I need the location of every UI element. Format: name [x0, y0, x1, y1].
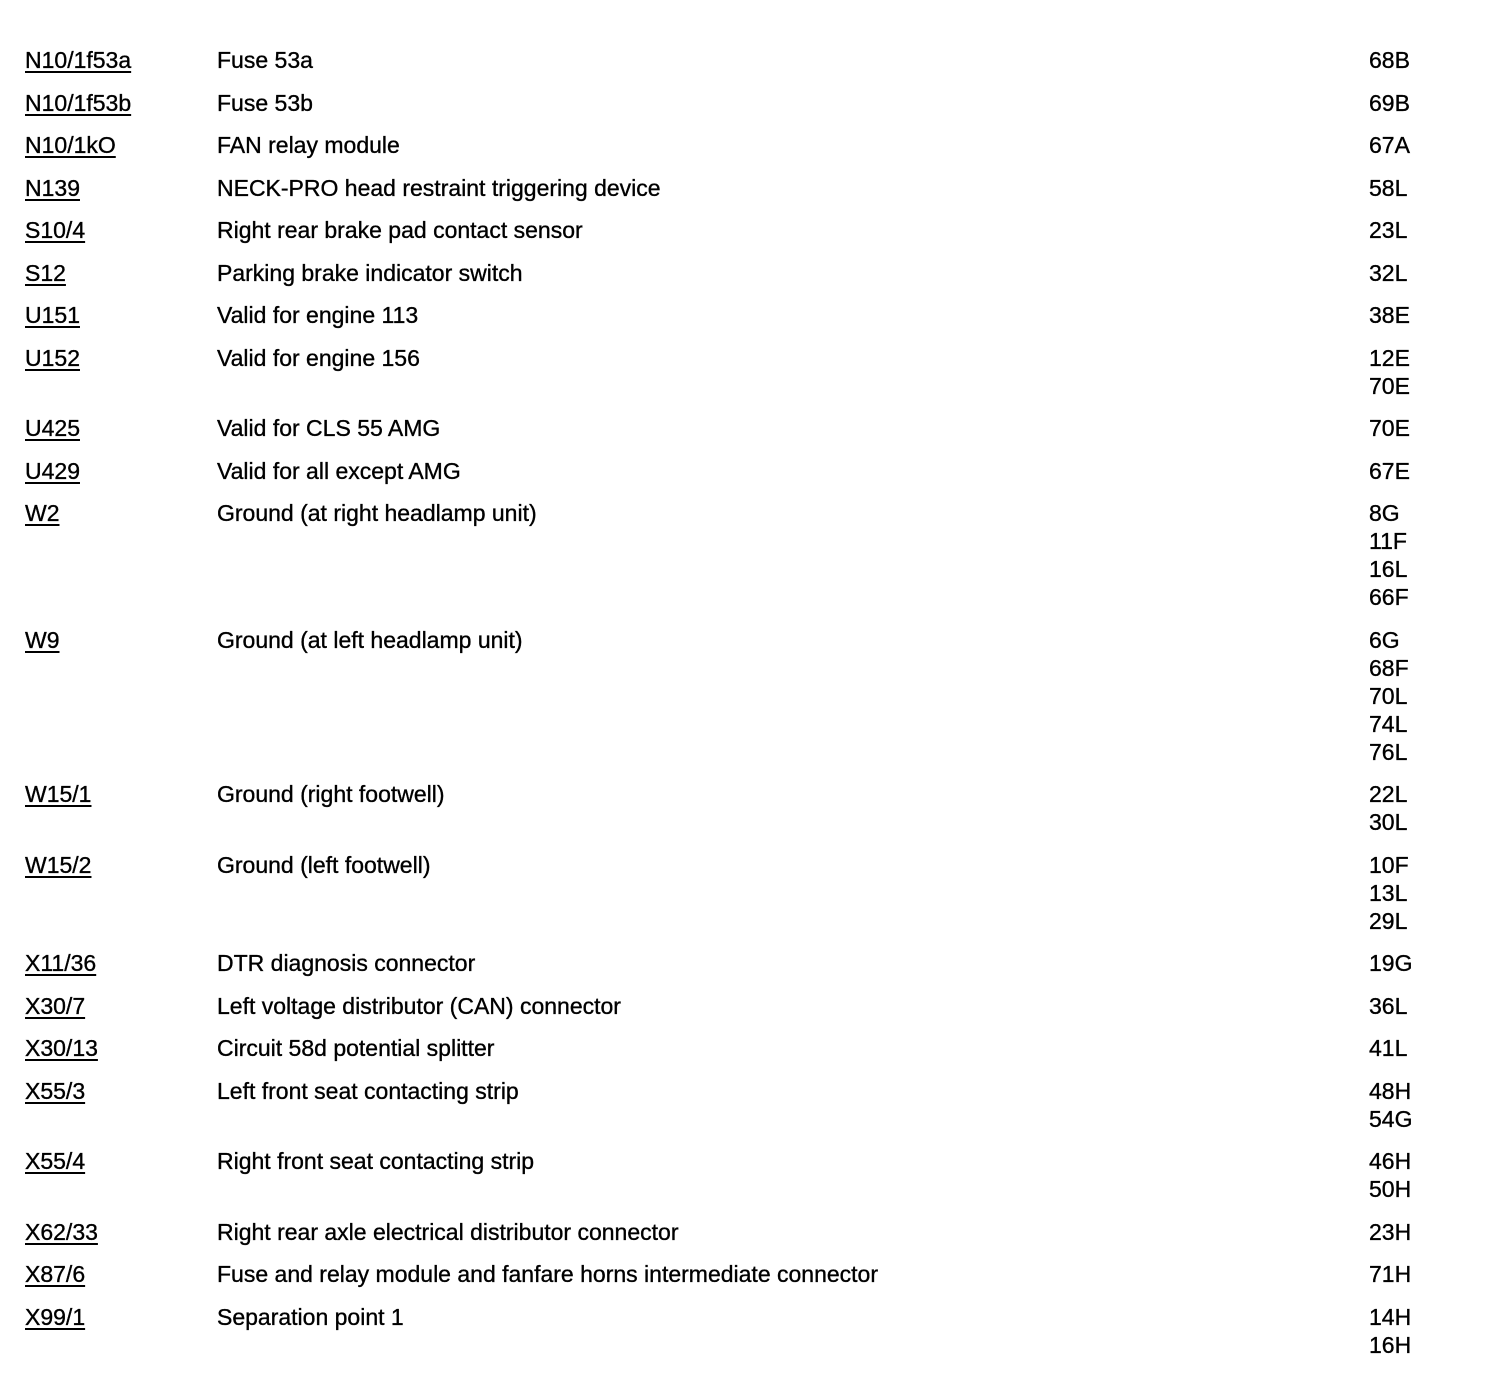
component-row: [25, 1260, 1485, 1288]
grid-reference: 70L: [1369, 682, 1408, 709]
component-row: [25, 259, 1485, 287]
component-row: [25, 174, 1485, 202]
component-description: FAN relay module: [217, 132, 400, 158]
component-grid-refs: [1369, 1260, 1411, 1288]
component-code-link[interactable]: X87/6: [25, 1261, 86, 1287]
component-code-link[interactable]: X30/7: [25, 992, 86, 1019]
component-grid-refs: [1369, 301, 1410, 329]
grid-reference: 58L: [1369, 174, 1408, 201]
component-row: [25, 301, 1485, 329]
grid-reference: 22L: [1369, 781, 1408, 807]
component-row: [25, 851, 1485, 935]
component-code-link[interactable]: U151: [25, 302, 80, 328]
component-description: Ground (left footwell): [217, 851, 431, 878]
component-description: Fuse and relay module and fanfare horns intermediate connector: [217, 1261, 879, 1287]
component-row: [25, 992, 1485, 1020]
component-row: [25, 216, 1485, 244]
component-code-link[interactable]: X62/33: [25, 1218, 98, 1245]
component-description: Ground (at right headlamp unit): [217, 500, 537, 526]
component-grid-refs: [1369, 1077, 1412, 1133]
component-description: Parking brake indicator switch: [217, 259, 523, 286]
component-grid-refs: [1369, 992, 1407, 1020]
grid-reference: 68B: [1369, 47, 1410, 73]
component-grid-refs: [1369, 1147, 1411, 1203]
component-row: [25, 499, 1485, 611]
grid-reference: 11F: [1369, 528, 1407, 554]
grid-reference: 8G: [1369, 500, 1400, 526]
component-grid-refs: [1369, 259, 1407, 287]
component-description: NECK-PRO head restraint triggering device: [217, 174, 661, 201]
component-description: Right rear axle electrical distributor connector: [217, 1218, 679, 1245]
component-description: Left voltage distributor (CAN) connector: [217, 992, 621, 1019]
grid-reference: 29L: [1369, 907, 1408, 934]
grid-reference: 74L: [1369, 710, 1408, 737]
grid-reference: 23H: [1369, 1218, 1412, 1245]
grid-reference: 13L: [1369, 879, 1408, 906]
grid-reference: 14H: [1369, 1303, 1412, 1330]
component-code-link[interactable]: U425: [25, 415, 80, 441]
grid-reference: 32L: [1369, 259, 1408, 286]
grid-reference: 50H: [1369, 1176, 1412, 1202]
component-row: [25, 780, 1485, 836]
component-code-link[interactable]: X11/36: [25, 950, 97, 976]
component-grid-refs: [1369, 1218, 1411, 1246]
component-row: [25, 457, 1485, 485]
grid-reference: 70E: [1369, 415, 1410, 441]
component-description: Fuse 53a: [217, 47, 313, 73]
component-grid-refs: [1369, 780, 1407, 836]
component-code-link[interactable]: W2: [25, 500, 60, 526]
component-row: [25, 1147, 1485, 1203]
component-code-link[interactable]: N139: [25, 174, 80, 201]
component-row: [25, 414, 1485, 442]
component-grid-refs: [1369, 89, 1410, 117]
component-code-link[interactable]: X55/4: [25, 1148, 86, 1174]
component-description: Ground (at left headlamp unit): [217, 626, 523, 653]
grid-reference: 6G: [1369, 626, 1400, 653]
grid-reference: 23L: [1369, 217, 1408, 243]
grid-reference: 48H: [1369, 1077, 1412, 1104]
component-row: [25, 1218, 1485, 1246]
grid-reference: 30L: [1369, 809, 1408, 835]
component-row: [25, 949, 1485, 977]
component-row: [25, 344, 1485, 400]
grid-reference: 16L: [1369, 556, 1408, 582]
component-grid-refs: [1369, 131, 1410, 159]
component-grid-refs: [1369, 949, 1412, 977]
grid-reference: 67A: [1369, 132, 1410, 158]
grid-reference: 71H: [1369, 1261, 1412, 1287]
component-row: [25, 1303, 1485, 1359]
component-code-link[interactable]: N10/1f53a: [25, 47, 132, 73]
component-grid-refs: [1369, 499, 1409, 611]
component-code-link[interactable]: X55/3: [25, 1077, 86, 1104]
component-code-link[interactable]: U429: [25, 457, 80, 484]
grid-reference: 16H: [1369, 1331, 1412, 1358]
component-grid-refs: [1369, 1303, 1411, 1359]
component-code-link[interactable]: U152: [25, 344, 80, 371]
component-grid-refs: [1369, 626, 1409, 766]
grid-reference: 66F: [1369, 584, 1409, 610]
grid-reference: 70E: [1369, 372, 1410, 399]
component-description: DTR diagnosis connector: [217, 950, 476, 976]
component-grid-refs: [1369, 457, 1410, 485]
component-grid-refs: [1369, 46, 1410, 74]
component-description: Right rear brake pad contact sensor: [217, 217, 583, 243]
component-description: Left front seat contacting strip: [217, 1077, 519, 1104]
grid-reference: 12E: [1369, 344, 1410, 371]
component-row: [25, 46, 1485, 74]
component-description: Separation point 1: [217, 1303, 404, 1330]
grid-reference: 41L: [1369, 1035, 1408, 1061]
component-grid-refs: [1369, 174, 1407, 202]
component-description: Fuse 53b: [217, 89, 313, 116]
grid-reference: 46H: [1369, 1148, 1412, 1174]
component-grid-refs: [1369, 344, 1410, 400]
component-row: [25, 131, 1485, 159]
component-row: [25, 1077, 1485, 1133]
component-code-link[interactable]: W15/1: [25, 781, 92, 807]
component-grid-refs: [1369, 1034, 1407, 1062]
component-row: [25, 89, 1485, 117]
grid-reference: 19G: [1369, 950, 1413, 976]
component-description: Valid for CLS 55 AMG: [217, 415, 441, 441]
component-code-link[interactable]: W9: [25, 626, 60, 653]
component-code-link[interactable]: N10/1kO: [25, 132, 116, 158]
component-code-link[interactable]: S12: [25, 259, 66, 286]
component-description: Right front seat contacting strip: [217, 1148, 535, 1174]
component-description: Ground (right footwell): [217, 781, 445, 807]
grid-reference: 68F: [1369, 654, 1409, 681]
grid-reference: 67E: [1369, 457, 1410, 484]
grid-reference: 10F: [1369, 851, 1409, 878]
component-description: Valid for all except AMG: [217, 457, 461, 484]
component-description: Valid for engine 156: [217, 344, 420, 371]
component-row: [25, 1034, 1485, 1062]
component-code-link[interactable]: S10/4: [25, 217, 86, 243]
component-description: Valid for engine 113: [217, 302, 419, 328]
grid-reference: 54G: [1369, 1105, 1413, 1132]
component-row: [25, 626, 1485, 766]
component-code-link[interactable]: W15/2: [25, 851, 92, 878]
component-list: [25, 46, 1485, 1373]
grid-reference: 69B: [1369, 89, 1410, 116]
component-code-link[interactable]: X99/1: [25, 1303, 86, 1330]
component-description: Circuit 58d potential splitter: [217, 1035, 495, 1061]
grid-reference: 76L: [1369, 738, 1408, 765]
grid-reference: 36L: [1369, 992, 1408, 1019]
component-grid-refs: [1369, 414, 1410, 442]
component-grid-refs: [1369, 851, 1409, 935]
grid-reference: 38E: [1369, 302, 1410, 328]
component-code-link[interactable]: N10/1f53b: [25, 89, 132, 116]
component-code-link[interactable]: X30/13: [25, 1035, 98, 1061]
component-grid-refs: [1369, 216, 1407, 244]
